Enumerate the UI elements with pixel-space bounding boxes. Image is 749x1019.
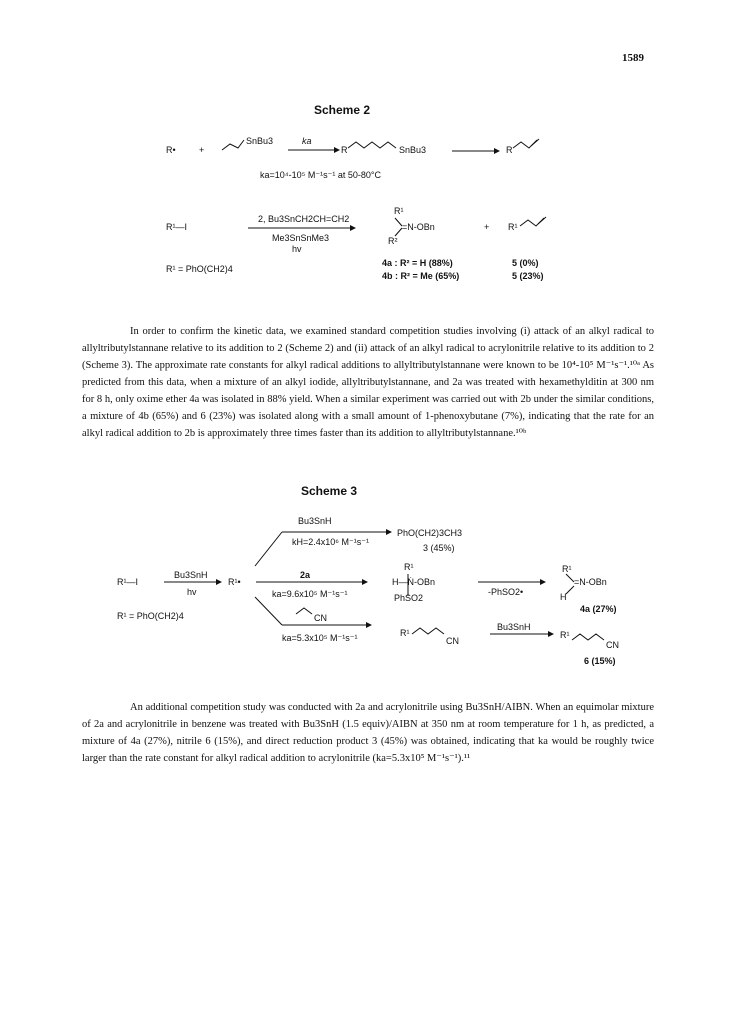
oxime-r1: R¹	[394, 206, 404, 216]
s3-bottom-rate: ka=5.3x10⁵ M⁻¹s⁻¹	[282, 633, 358, 643]
s3-mid-reagent: 2a	[300, 570, 311, 580]
s3-bottom-int-cn: CN	[446, 636, 459, 646]
acrylonitrile-bond	[296, 608, 312, 614]
s3-prod-core: =N-OBn	[574, 577, 607, 587]
scheme2-rate-text: ka=10⁴-10⁵ M⁻¹s⁻¹ at 50-80°C	[260, 170, 381, 180]
s3-radical: R¹•	[228, 577, 241, 587]
scheme2-radical: R•	[166, 145, 176, 155]
side-product-r1: R¹	[508, 222, 518, 232]
paragraph-1	[82, 323, 654, 442]
branch-top	[255, 532, 282, 566]
s3-top-yield: 3 (45%)	[423, 543, 455, 553]
scheme2-plus: +	[199, 145, 205, 155]
s3-bottom-prod-r1: R¹	[560, 630, 570, 640]
s3-top-reagent: Bu3SnH	[298, 516, 332, 526]
scheme2-reagent-top: 2, Bu3SnCH2CH=CH2	[258, 214, 350, 224]
yield-4a: 4a : R² = H (88%)	[382, 258, 453, 268]
scheme2-reagent-bottom: Me3SnSnMe3	[272, 233, 330, 243]
nitrile-product-chain	[572, 634, 604, 640]
adduct-r: R	[341, 145, 348, 155]
oxime-r2: R²	[388, 236, 398, 246]
s3-bottom-reduction: Bu3SnH	[497, 622, 531, 632]
s3-elim: -PhSO2•	[488, 587, 524, 597]
s3-int-phso2: PhSO2	[394, 593, 424, 603]
scheme3-title: Scheme 3	[301, 484, 358, 498]
allylstannane-bond	[222, 140, 244, 150]
scheme2-alkyl-iodide: R¹—I	[166, 222, 187, 232]
yield-5a: 5 (0%)	[512, 258, 539, 268]
s3-prod-r1: R¹	[562, 564, 572, 574]
s3-prod-yield: 4a (27%)	[580, 604, 617, 614]
s3-bottom-reagent: CN	[314, 613, 327, 623]
nitrile-radical-chain	[412, 628, 444, 634]
adduct-snbu3: SnBu3	[399, 145, 427, 155]
ka-label: ka	[302, 136, 312, 146]
yield-5b: 5 (23%)	[512, 271, 544, 281]
scheme2-hv: hv	[292, 244, 302, 254]
s3-mid-rate: ka=9.6x10⁵ M⁻¹s⁻¹	[272, 589, 348, 599]
final-r: R	[506, 145, 513, 155]
s3-int-core: H—Ṅ-OBn	[392, 577, 436, 587]
s3-top-rate: kH=2.4x10⁶ M⁻¹s⁻¹	[292, 537, 369, 547]
yield-4b: 4b : R² = Me (65%)	[382, 271, 460, 281]
oxime-core: =N-OBn	[402, 222, 435, 232]
s3-int-r1: R¹	[404, 562, 414, 572]
scheme2-title: Scheme 2	[314, 103, 371, 117]
page-number: 1589	[622, 52, 644, 64]
paragraph-2	[82, 699, 654, 767]
s3-bottom-int-r1: R¹	[400, 628, 410, 638]
branch-bottom	[255, 597, 282, 625]
s3-first-cond: hv	[187, 587, 197, 597]
s3-definition: R¹ = PhO(CH2)4	[117, 611, 184, 621]
scheme2-definition: R¹ = PhO(CH2)4	[166, 264, 233, 274]
s3-first-reagent: Bu3SnH	[174, 570, 208, 580]
adduct-chain	[348, 142, 396, 148]
s3-top-product: PhO(CH2)3CH3	[397, 528, 463, 538]
s3-bottom-prod-cn: CN	[606, 640, 619, 650]
s3-start: R¹—I	[117, 577, 138, 587]
s3-bottom-yield: 6 (15%)	[584, 656, 616, 666]
allylstannane-label: SnBu3	[246, 136, 274, 146]
paragraph-2-text: An additional competition study was conducted with 2a and acrylonitrile using Bu3SnH/AIBN. When an equimolar mixture of 2a and acrylonitrile in benzene was treated with Bu3SnH (1.5 equiv)/AIBN at 350 nm at room temperature for 1 h, as predicted, a mixture of 4a (27%), nitrile 6 (15%), and direct reduction product 3 (45%) was obtained, indicating that ka would be roughly twice larger than the rate constant for alkyl radical addition to acrylonitrile (ka=5.3x10⁵ M⁻¹s⁻¹).¹¹	[82, 702, 654, 764]
paragraph-1-text: In order to confirm the kinetic data, we examined standard competition studies involving (i) attack of an alkyl radical to allyltributylstannane relative to its addition to 2 (Scheme 2) and (ii) attack of an alkyl radical to acrylonitrile relative to its addition to 2 (Scheme 3). The approximate rate constants for alkyl radical additions to allyltributylstannane were known to be 10⁴-10⁵ M⁻¹s⁻¹.¹⁰ᵃ As predicted from this data, when a mixture of an alkyl iodide, allyltributylstannane, and 2a was treated with hexamethylditin at 300 nm for 8 h, only oxime ether 4a was isolated in 88% yield. When a similar experiment was carried out with 2b under the similar conditions, a mixture of 4b (65%) and 6 (23%) was isolated along with a small amount of 1-phenoxybutane (7%), indicating that the rate for an alkyl radical addition to 2b is approximately three times faster than its addition to allyltributylstannane.¹⁰ᵇ	[82, 326, 654, 439]
scheme2-plus-2: +	[484, 222, 490, 232]
s3-prod-h: H	[560, 592, 567, 602]
